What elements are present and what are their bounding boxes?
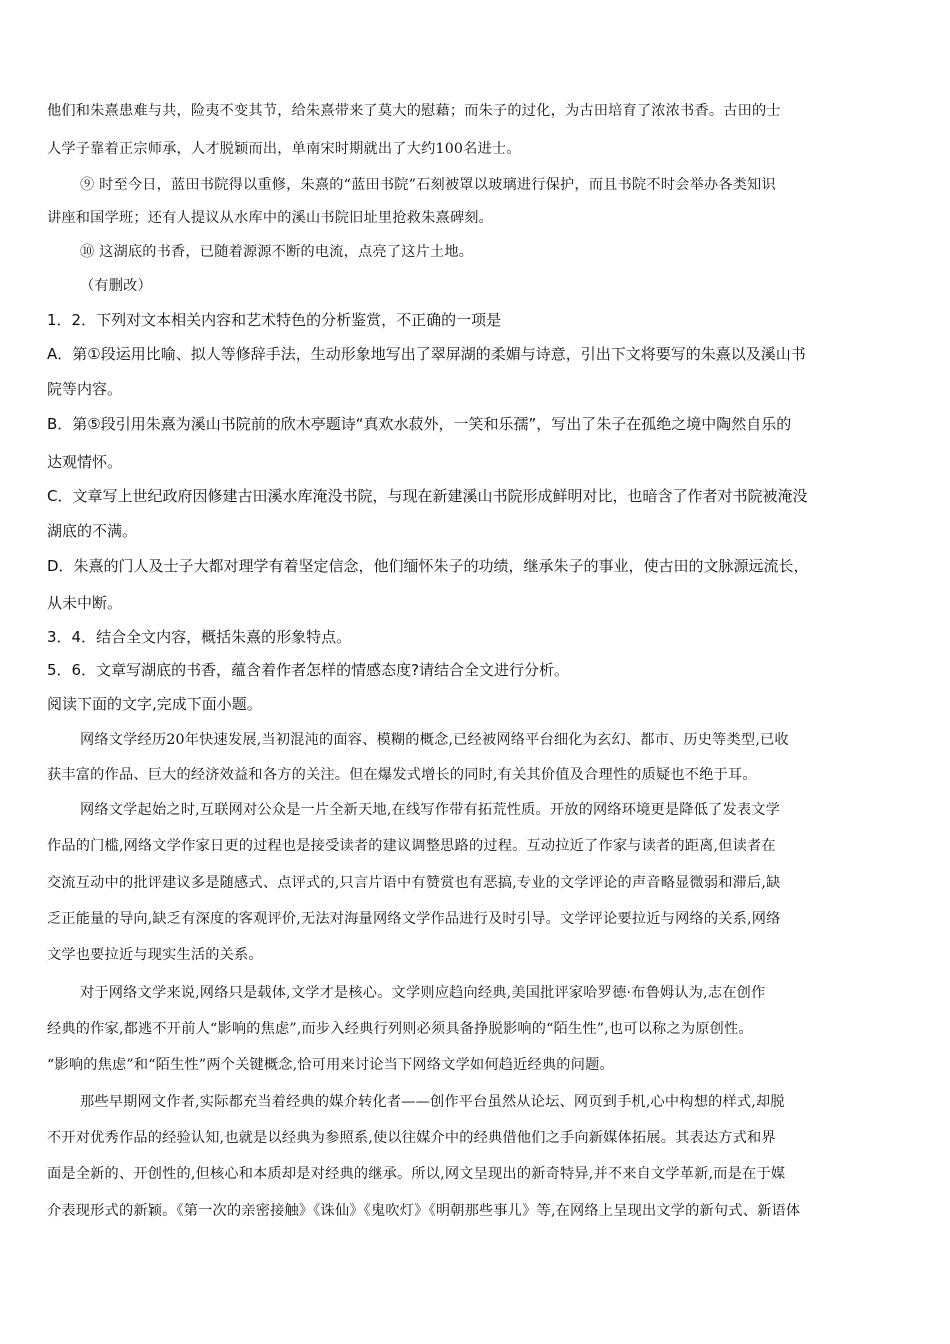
text-line: 网络文学起始之时,互联网对公众是一片全新天地,在线写作带有拓荒性质。开放的网络环境更是降低了发表文学 xyxy=(80,802,781,818)
text-line: 人学子靠着正宗师承，人才脱颖而出，单南宋时期就出了大约100名进士。 xyxy=(47,141,521,157)
text-line: 对于网络文学来说,网络只是载体,文学才是核心。文学则应趋向经典,美国批评家哈罗德·布鲁姆认为,志在创作 xyxy=(80,985,766,1001)
option-b-cont: 达观情怀。 xyxy=(47,453,123,471)
option-c: C．文章写上世纪政府因修建古田溪水库淹没书院，与现在新建溪山书院形成鲜明对比，也暗含了作者对书院被淹没 xyxy=(47,487,808,505)
text-line: 面是全新的、开创性的,但核心和本质却是对经典的继承。所以,网文呈现出的新奇特异,并不来自文学革新,而是在于媒 xyxy=(47,1166,786,1182)
text-line: ⑨ 时至今日，蓝田书院得以重修，朱熹的“蓝田书院”石刻被罩以玻璃进行保护，而且书院不时会举办各类知识 xyxy=(80,177,776,193)
option-d-cont: 从未中断。 xyxy=(47,594,123,612)
reading-intro: 阅读下面的文字,完成下面小题。 xyxy=(47,695,262,713)
text-line: 文学也要拉近与现实生活的关系。 xyxy=(47,947,263,963)
text-line: 经典的作家,都逃不开前人“影响的焦虑”,而步入经典行列则必须具备挣脱影响的“陌生性”,也可以称之为原创性。 xyxy=(47,1021,753,1037)
question-5: 5．6．文章写湖底的书香，蕴含着作者怎样的情感态度?请结合全文进行分析。 xyxy=(47,661,570,679)
edit-note: （有删改） xyxy=(80,278,152,294)
question-1: 1．2．下列对文本相关内容和艺术特色的分析鉴赏，不正确的一项是 xyxy=(47,311,502,329)
question-3: 3．4．结合全文内容，概括朱熹的形象特点。 xyxy=(47,628,352,646)
text-line: 讲座和国学班；还有人提议从水库中的溪山书院旧址里抢救朱熹碑刻。 xyxy=(47,210,494,226)
text-line: 不开对优秀作品的经验认知,也就是以经典为参照系,使以往媒介中的经典借他们之手向新媒体拓展。其表达方式和界 xyxy=(47,1130,776,1146)
text-line: 交流互动中的批评建议多是随感式、点评式的,只言片语中有赞赏也有恶搞,专业的文学评论的声音略显微弱和滞后,缺 xyxy=(47,875,781,891)
text-line: 乏正能量的导向,缺乏有深度的客观评价,无法对海量网络文学作品进行及时引导。文学评论要拉近与网络的关系,网络 xyxy=(47,911,781,927)
option-d: D．朱熹的门人及士子大都对理学有着坚定信念，他们缅怀朱子的功绩，继承朱子的事业，使古田的文脉源远流长， xyxy=(47,557,809,575)
text-line: ⑩ 这湖底的书香，已随着源源不断的电流，点亮了这片土地。 xyxy=(80,244,474,260)
text-line: 获丰富的作品、巨大的经济效益和各方的关注。但在爆发式增长的同时,有关其价值及合理性的质疑也不绝于耳。 xyxy=(47,767,757,783)
text-line: 那些早期网文作者,实际都充当着经典的媒介转化者——创作平台虽然从论坛、网页到手机,心中构想的样式,却脱 xyxy=(80,1094,785,1110)
option-a-cont: 院等内容。 xyxy=(47,380,123,398)
text-line: “影响的焦虑”和“陌生性”两个关键概念,恰可用来讨论当下网络文学如何趋近经典的问题。 xyxy=(47,1057,614,1073)
text-line: 网络文学经历20年快速发展,当初混沌的面容、模糊的概念,已经被网络平台细化为玄幻、都市、历史等类型,已收 xyxy=(80,732,789,748)
text-line: 介表现形式的新颖。《第一次的亲密接触》《诛仙》《鬼吹灯》《明朝那些事儿》等,在网络上呈现出文学的新句式、新语体 xyxy=(47,1203,801,1219)
text-line: 作品的门槛,网络文学作家日更的过程也是接受读者的建议调整思路的过程。互动拉近了作家与读者的距离,但读者在 xyxy=(47,838,776,854)
option-c-cont: 湖底的不满。 xyxy=(47,522,138,540)
text-line: 他们和朱熹患难与共，险夷不变其节，给朱熹带来了莫大的慰藉；而朱子的过化，为古田培育了浓浓书香。古田的士 xyxy=(47,103,781,119)
option-a: A．第①段运用比喻、拟人等修辞手法，生动形象地写出了翠屏湖的柔媚与诗意，引出下文将要写的朱熹以及溪山书 xyxy=(47,345,806,363)
option-b: B．第⑤段引用朱熹为溪山书院前的欣木亭题诗“真欢水菽外，一笑和乐孺”，写出了朱子在孤绝之境中陶然自乐的 xyxy=(47,415,792,433)
